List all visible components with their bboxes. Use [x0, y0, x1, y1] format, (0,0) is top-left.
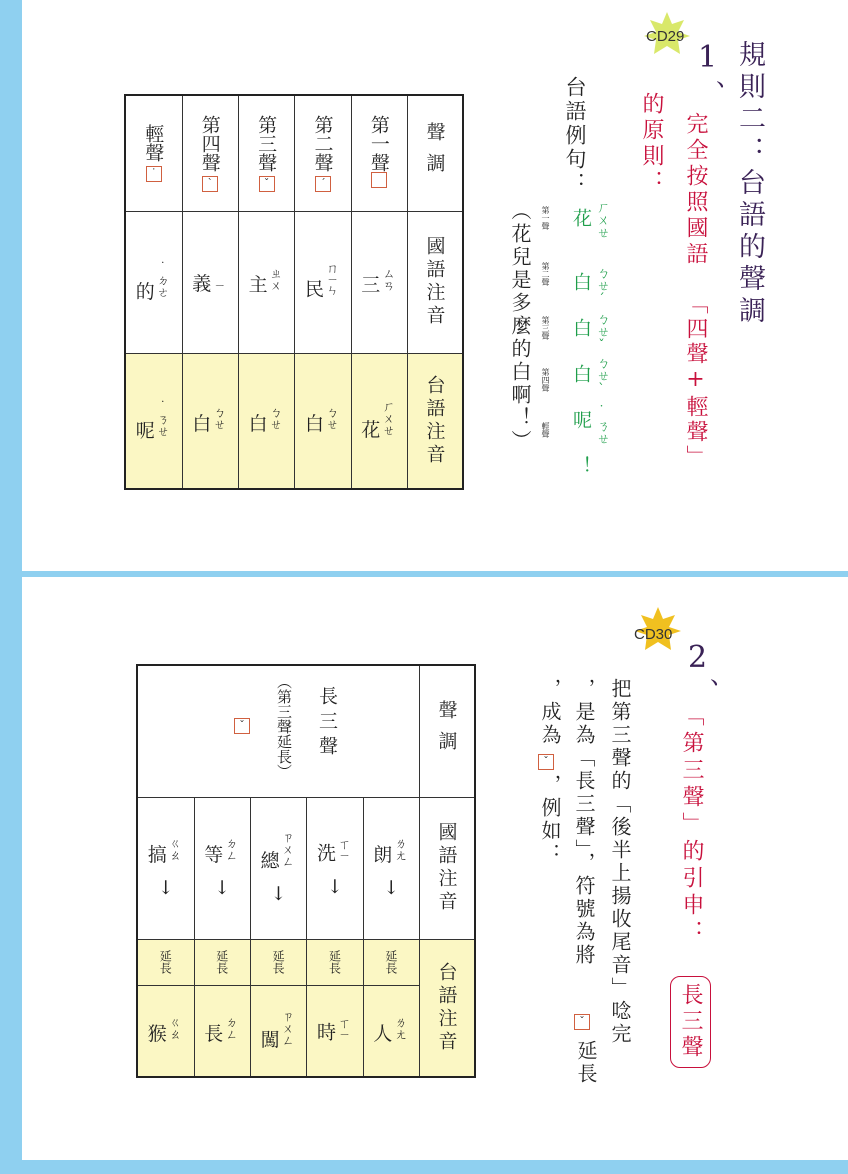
section-comma: 、	[689, 678, 719, 704]
section-number: 1	[690, 40, 725, 75]
example-char: 呢	[570, 410, 592, 429]
down-arrow-icon: ↓	[270, 883, 287, 905]
row-label-mandarin: 國語注音	[420, 797, 476, 939]
taiwanese-cell: 時ㄒㄧ	[307, 985, 363, 1077]
tone-header-light: 輕聲 ˙	[125, 95, 182, 211]
example-char: 白	[570, 318, 592, 337]
tone-mark-box: ˇ	[234, 718, 250, 734]
long-tone-badge: 長三聲	[670, 976, 711, 1068]
example-zhuyin: ˙ㄋㄝ	[594, 404, 609, 445]
mandarin-cell: 義ㄧ	[182, 211, 238, 353]
cd-track-label: CD30	[634, 626, 673, 643]
example-char: 花	[570, 208, 592, 227]
taiwanese-cell: 白ㄅㄝ	[238, 353, 294, 489]
mandarin-cell: 朗ㄌㄤ ↓	[363, 797, 419, 939]
tone-header-1: 第一聲	[351, 95, 407, 211]
section-divider	[22, 571, 848, 577]
example-char: 白	[570, 272, 592, 291]
body-line-2: ，是為「長三聲」，符號為將	[572, 678, 596, 967]
taiwanese-cell: 人ㄌㄤ	[363, 985, 419, 1077]
taiwanese-cell: 呢˙ㄋㄝ	[125, 353, 182, 489]
example-tone: 第二聲	[541, 262, 550, 286]
page-heading: 規則二：台語的聲調	[734, 40, 765, 328]
example-tone: 第三聲	[541, 316, 550, 340]
extend-cell: 延長	[307, 939, 363, 985]
rule-quote: 「四聲+輕聲」	[683, 292, 708, 470]
long-tone-note: （第三聲延長）	[275, 674, 293, 780]
tone-mark-box: ˇ	[574, 1014, 590, 1030]
tone-header-3: 第三聲 ˇ	[238, 95, 294, 211]
taiwanese-cell: 闖ㄗㄨㄥ	[250, 985, 306, 1077]
tone-mark-box: ˙	[146, 166, 162, 182]
example-translation: （花兒是多麼的白啊！）	[508, 200, 532, 453]
example-zhuyin: ㄅㄝˋ	[594, 356, 609, 397]
extend-cell: 延長	[137, 939, 194, 985]
mandarin-cell: 洗ㄒㄧ ↓	[307, 797, 363, 939]
taiwanese-cell: 猴ㄍㄠ	[137, 985, 194, 1077]
body-line-4: ，例如：	[538, 774, 562, 866]
example-exclaim: ！	[570, 456, 592, 475]
taiwanese-cell: 花ㄏㄨㄝ	[351, 353, 407, 489]
example-char: 白	[570, 364, 592, 383]
tone-header-2: 第二聲 ˊ	[295, 95, 351, 211]
left-border-bar	[0, 0, 22, 1174]
tone-mark-box: ˊ	[315, 176, 331, 192]
row-label-tone: 聲調	[408, 95, 464, 211]
tone-mark-box	[371, 172, 387, 188]
row-label-tone: 聲調	[420, 665, 476, 797]
extend-cell: 延長	[194, 939, 250, 985]
extend-cell: 延長	[250, 939, 306, 985]
down-arrow-icon: ↓	[383, 877, 400, 899]
example-zhuyin: ㄏㄨㄝ	[594, 200, 609, 239]
section-number: 2	[680, 640, 715, 675]
mandarin-cell: 主ㄓㄨ	[238, 211, 294, 353]
bottom-border-bar	[22, 1160, 848, 1174]
tone-table	[124, 94, 464, 490]
taiwanese-cell: 長ㄉㄥ	[194, 985, 250, 1077]
long-tone-label: 長三聲	[316, 686, 338, 762]
section2-heading: 「第三聲」的引申：	[679, 704, 704, 947]
example-zhuyin: ㄅㄝˇ	[594, 312, 609, 353]
extend-cell: 延長	[363, 939, 419, 985]
mandarin-cell: 等ㄉㄥ ↓	[194, 797, 250, 939]
tone-mark-box: ˋ	[202, 176, 218, 192]
body-line-1: 把第三聲的「後半上揚收尾音」唸完	[608, 678, 632, 1046]
rule-suffix: 的原則：	[639, 92, 664, 196]
taiwanese-cell: 白ㄅㄝ	[182, 353, 238, 489]
mandarin-cell: 三ㄙㄢ	[351, 211, 407, 353]
taiwanese-cell: 白ㄅㄝ	[295, 353, 351, 489]
section-comma: 、	[695, 80, 725, 106]
body-line-3: ，成為	[538, 678, 562, 747]
down-arrow-icon: ↓	[157, 877, 174, 899]
row-label-taiwanese: 台語注音	[420, 939, 476, 1077]
tone-mark-box: ˇ	[538, 754, 554, 770]
example-tone: 輕聲	[541, 422, 550, 438]
down-arrow-icon: ↓	[214, 877, 231, 899]
mandarin-cell: 搞ㄍㄠ ↓	[137, 797, 194, 939]
example-tone: 第四聲	[541, 368, 550, 392]
tone-mark-box: ˇ	[259, 176, 275, 192]
tone-header-4: 第四聲 ˋ	[182, 95, 238, 211]
rule-prefix: 完全按照國語	[683, 112, 708, 268]
example-zhuyin: ㄅㄝˊ	[594, 266, 609, 307]
mandarin-cell: 總ㄗㄨㄥ ↓	[250, 797, 306, 939]
mandarin-cell: 民ㄇㄧㄣ	[295, 211, 351, 353]
example-sentence	[541, 200, 632, 490]
row-label-mandarin: 國語注音	[408, 211, 464, 353]
example-tone: 第一聲	[541, 206, 550, 230]
cd-track-label: CD29	[646, 28, 685, 45]
long-tone-header	[137, 665, 420, 797]
down-arrow-icon: ↓	[326, 875, 343, 898]
long-tone-table	[136, 664, 476, 1078]
example-label: 台語例句：	[563, 76, 587, 196]
row-label-taiwanese: 台語注音	[408, 353, 464, 489]
mandarin-cell: 的˙ㄉㄜ	[125, 211, 182, 353]
extend-word: 延長	[574, 1040, 598, 1086]
